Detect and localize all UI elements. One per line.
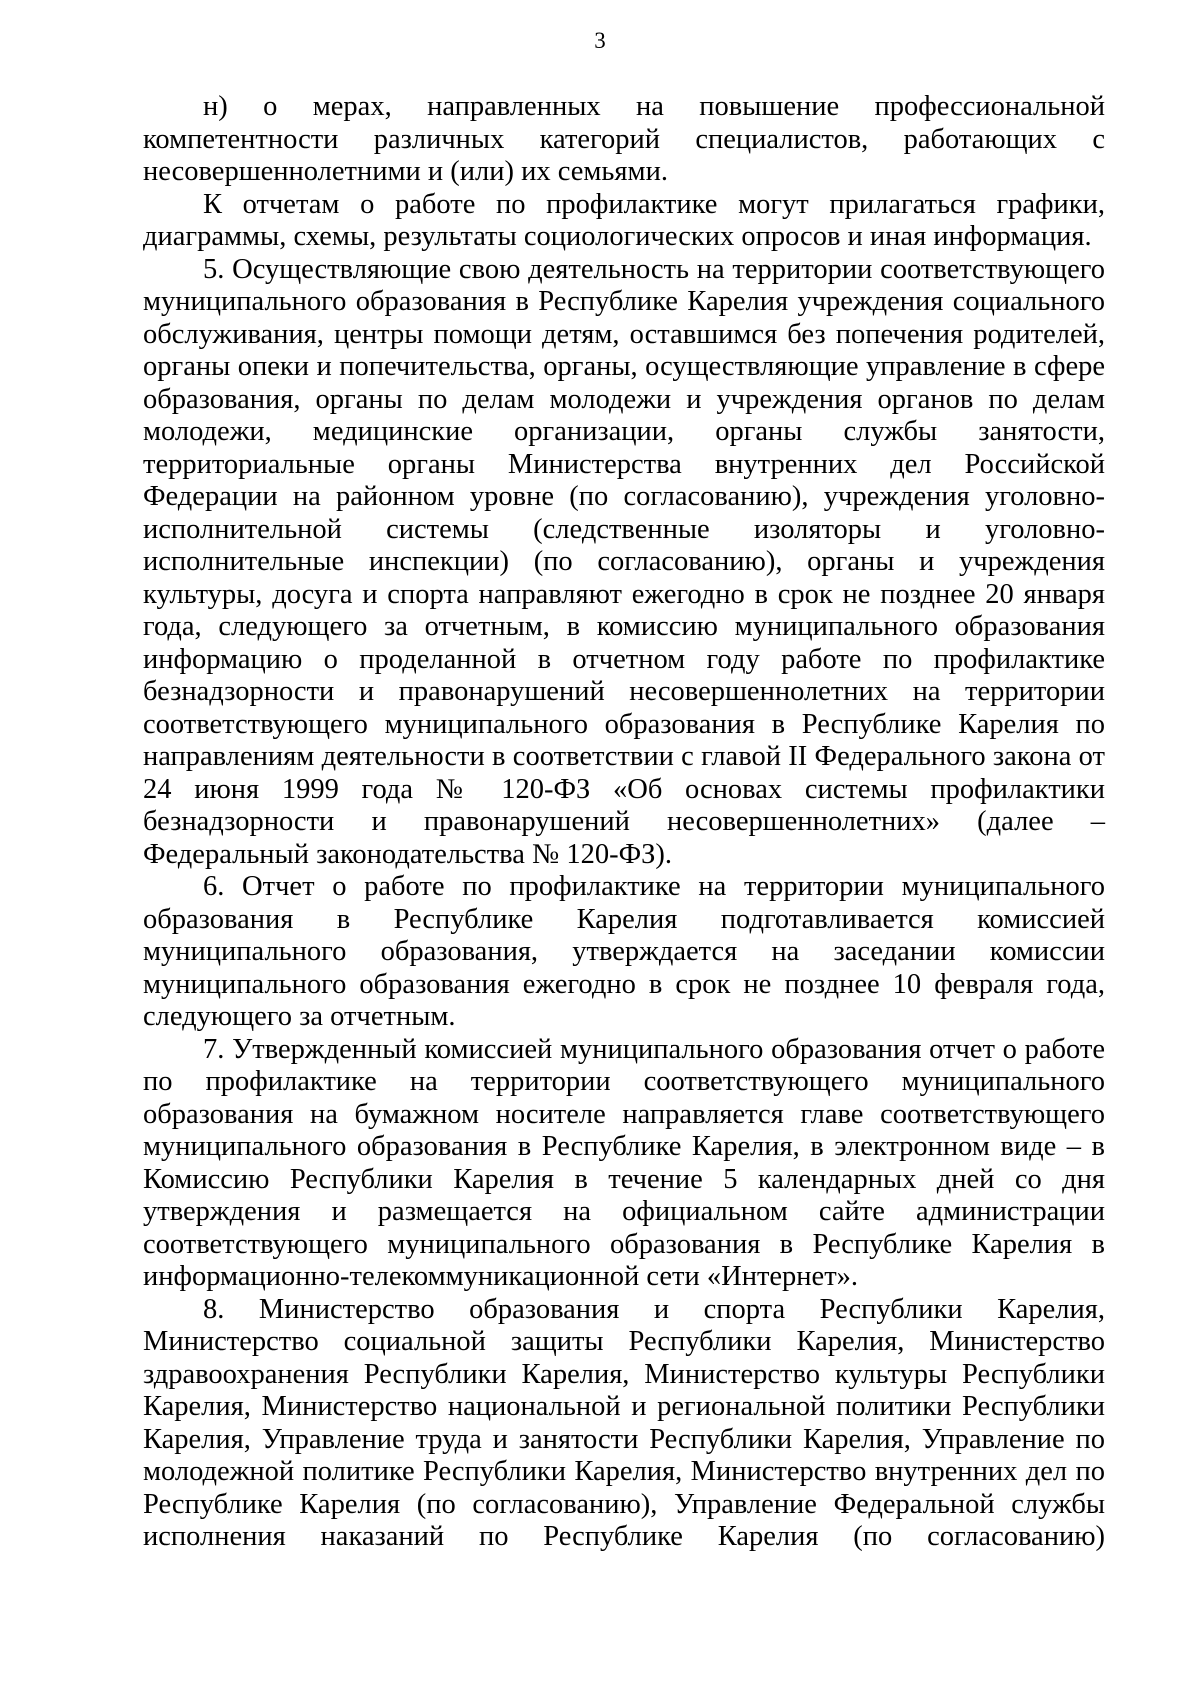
page-number: 3 <box>594 28 606 53</box>
paragraph-report-attachments: К отчетам о работе по профилактике могут прилагаться графики, диаграммы, схемы, результаты социологических опросов и иная информация. <box>143 188 1105 252</box>
paragraph-item-6: 6. Отчет о работе по профилактике на территории муниципального образования в Республике Карелия подготавливается комиссией муниципального образования, утверждается на заседании комиссии муниципального образования ежегодно в срок не позднее 10 февраля года, следующего за отчетным. <box>143 871 1105 1032</box>
paragraph-item-7: 7. Утвержденный комиссией муниципального образования отчет о работе по профилактике на территории соответствующего муниципального образования на бумажном носителе направляется главе соответствующего муниципального образования в Республике Карелия, в электронном виде – в Комиссию Республики Карелия в течение 5 календарных дней со дня утверждения и размещается на официальном сайте администрации соответствующего муниципального образования в Республике Карелия в информационно-телекоммуникационной сети «Интернет». <box>143 1033 1105 1292</box>
paragraph-item-5: 5. Осуществляющие свою деятельность на территории соответствующего муниципального образования в Республике Карелия учреждения социального обслуживания, центры помощи детям, оставшимся без попечения родителей, органы опеки и попечительства, органы, осуществляющие управление в сфере образования, органы по делам молодежи и учреждения органов по делам молодежи, медицинские организации, органы службы занятости, территориальные органы Министерства внутренних дел Российской Федерации на районном уровне (по согласованию), учреждения уголовно-исполнительной системы (следственные изоляторы и уголовно-исполнительные инспекции) (по согласованию), органы и учреждения культуры, досуга и спорта направляют ежегодно в срок не позднее 20 января года, следующего за отчетным, в комиссию муниципального образования информацию о проделанной в отчетном году работе по профилактике безнадзорности и правонарушений несовершеннолетних на территории соответствующего муниципального образования в Республике Карелия по направлениям деятельности в соответствии с главой II Федерального закона от 24 июня 1999 года № 120-ФЗ «Об основах системы профилактики безнадзорности и правонарушений несовершеннолетних» (далее – Федеральный законодательства № 120-ФЗ). <box>143 253 1105 870</box>
document-body <box>143 91 1105 1554</box>
paragraph-n-measures: н) о мерах, направленных на повышение профессиональной компетентности различных категорий специалистов, работающих с несовершеннолетними и (или) их семьями. <box>143 91 1105 187</box>
paragraph-item-8: 8. Министерство образования и спорта Республики Карелия, Министерство социальной защиты Республики Карелия, Министерство здравоохранения Республики Карелия, Министерство культуры Республики Карелия, Министерство национальной и региональной политики Республики Карелия, Управление труда и занятости Республики Карелия, Управление по молодежной политике Республики Карелия, Министерство внутренних дел по Республике Карелия (по согласованию), Управление Федеральной службы исполнения наказаний по Республике Карелия (по согласованию) <box>143 1293 1105 1552</box>
